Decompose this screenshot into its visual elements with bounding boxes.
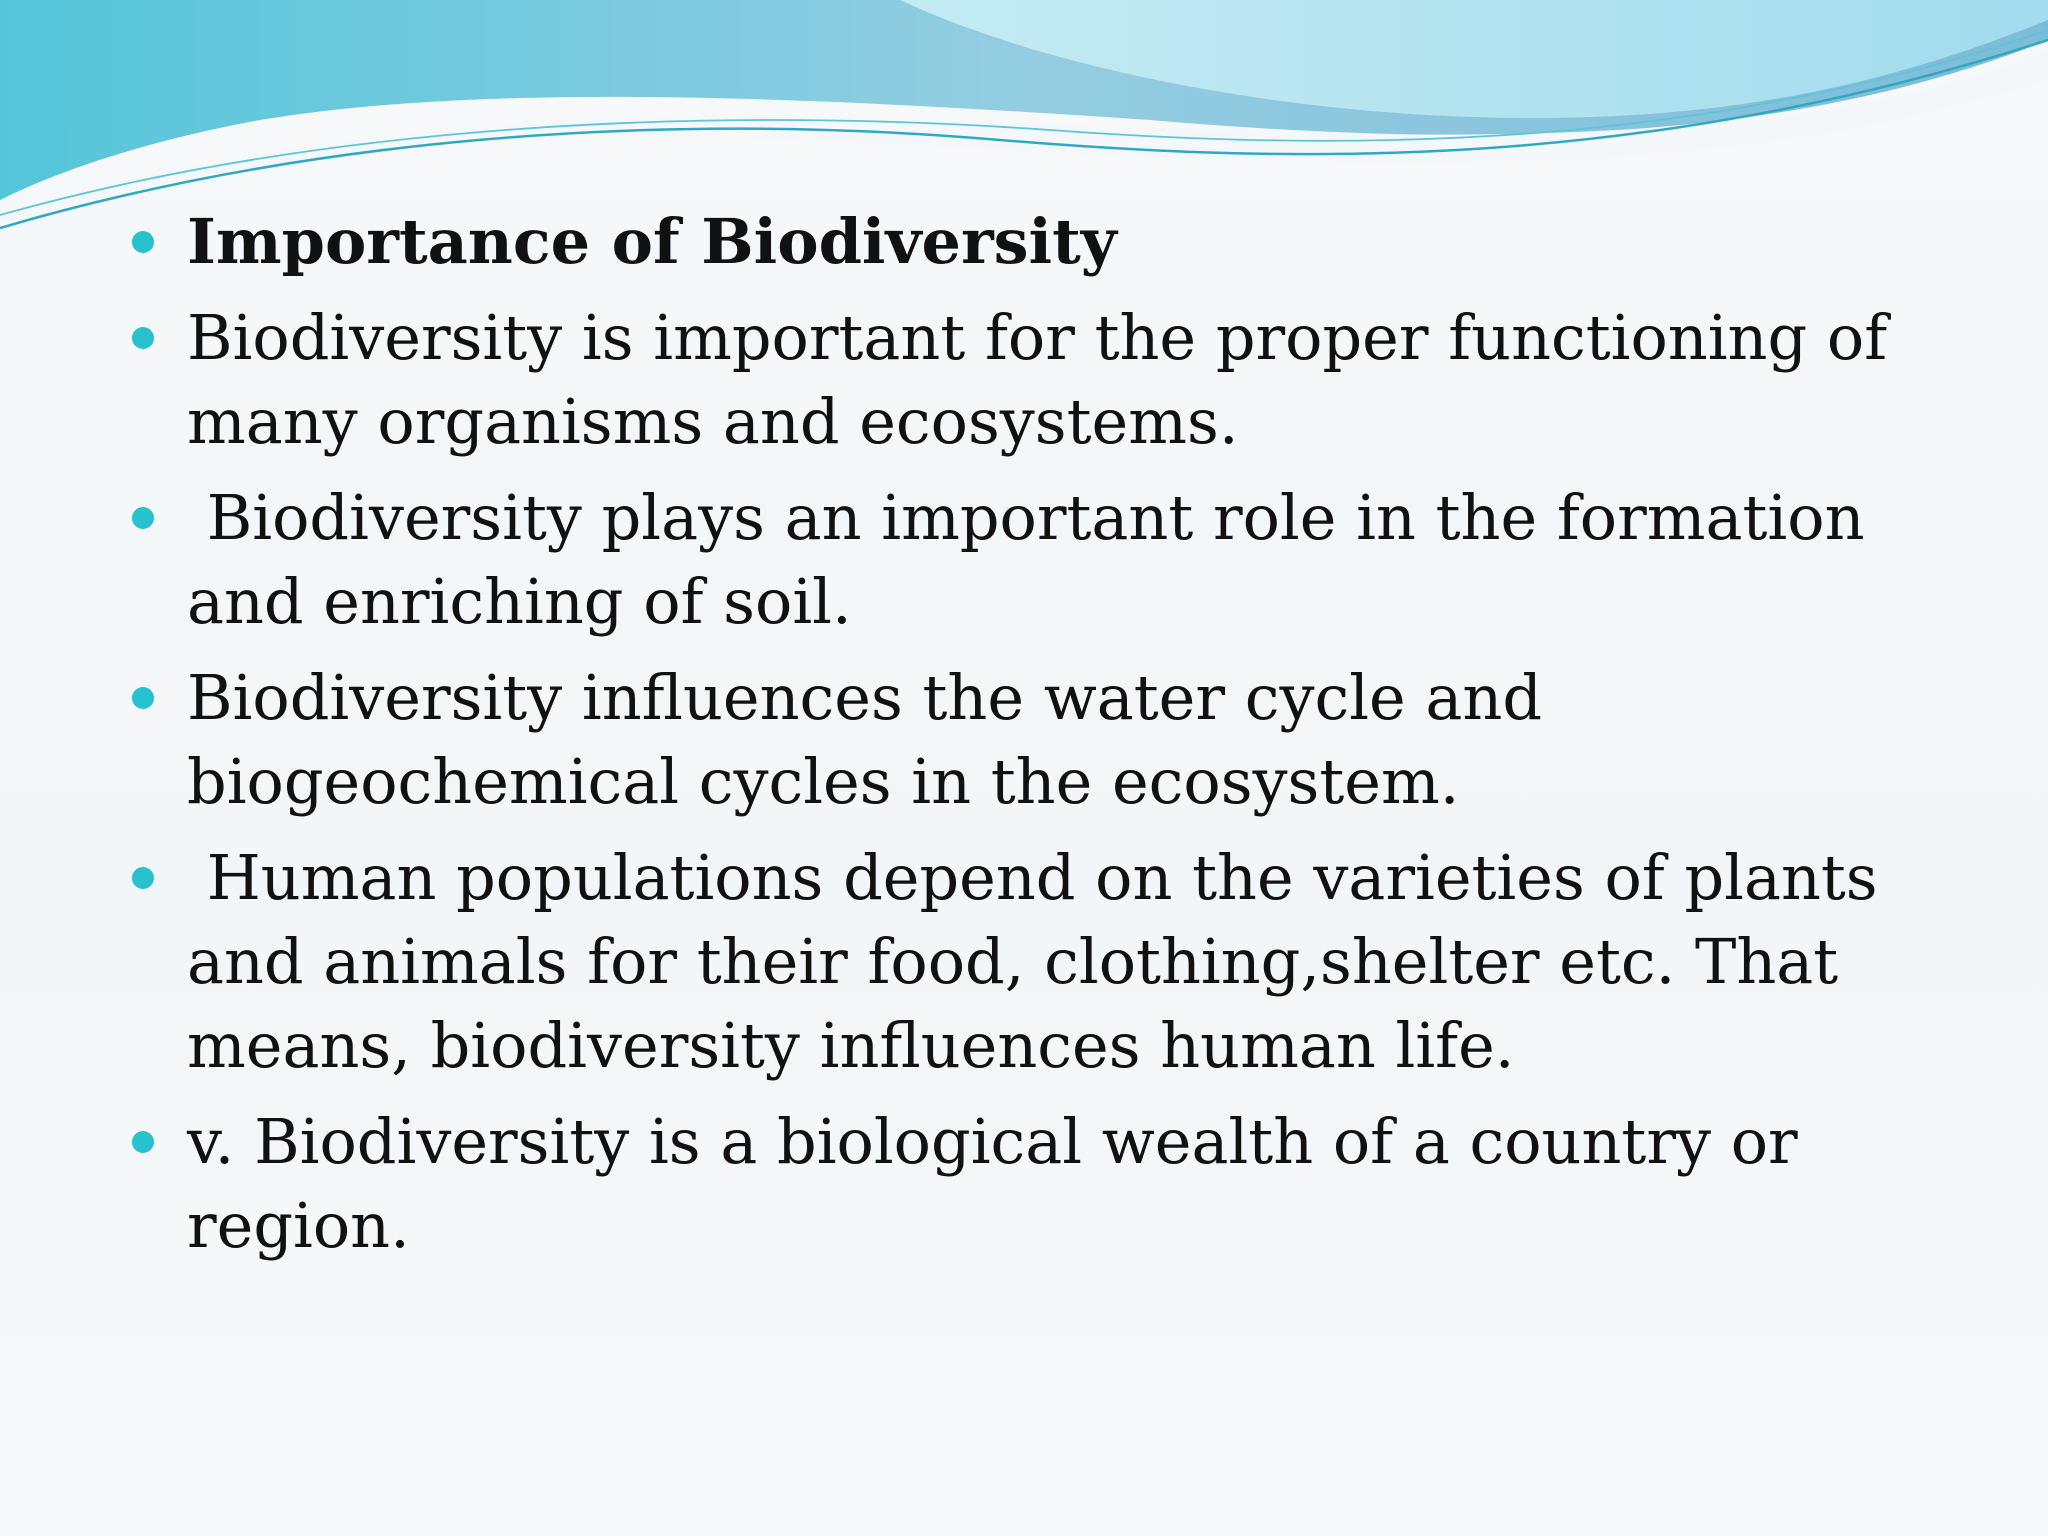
- bullet-item: [132, 656, 1982, 824]
- slide-content: [132, 200, 1982, 1280]
- bullet-text: Biodiversity influences the water cycle and biogeochemical cycles in the ecosystem.: [187, 661, 1562, 818]
- bullet-text: v. Biodiversity is a biological wealth of a country or region.: [187, 1105, 1818, 1262]
- bullet-item: [132, 296, 1982, 464]
- bullet-text: Biodiversity plays an important role in the formation and enriching of soil.: [187, 481, 1885, 638]
- bullet-list: [132, 200, 1982, 1268]
- bullet-item: [132, 1100, 1982, 1268]
- bullet-dot-icon: [132, 507, 154, 529]
- bullet-dot-icon: [132, 327, 154, 349]
- bullet-dot-icon: [132, 687, 154, 709]
- bullet-dot-icon: [132, 867, 154, 889]
- bullet-item-heading: [132, 200, 1982, 284]
- bullet-text: Biodiversity is important for the proper functioning of many organisms and ecosystems.: [187, 301, 1907, 458]
- bullet-dot-icon: [132, 1131, 154, 1153]
- bullet-text: Human populations depend on the varieties of plants and animals for their food, clothing,shelter etc. That means, biodiversity influences human life.: [187, 841, 1898, 1082]
- bullet-text: Importance of Biodiversity: [187, 205, 1117, 278]
- bullet-item: [132, 476, 1982, 644]
- bullet-dot-icon: [132, 231, 154, 253]
- bullet-item: [132, 836, 1982, 1088]
